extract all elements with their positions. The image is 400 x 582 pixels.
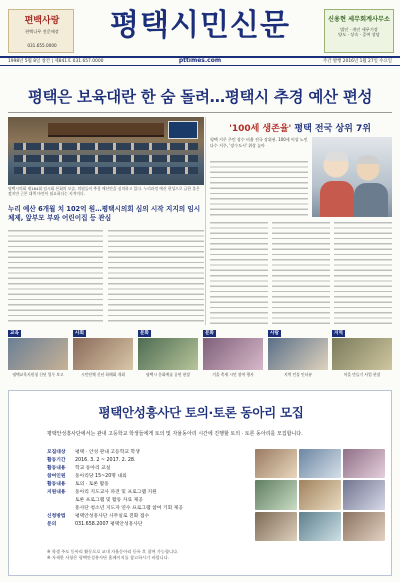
- ad-left-title: 편백사랑: [24, 16, 60, 26]
- thumbnail-item[interactable]: [332, 330, 392, 370]
- thumbnail-image: [268, 338, 328, 370]
- thumbnail-item[interactable]: [138, 330, 198, 370]
- feature-body-column-1: [210, 222, 268, 325]
- ad-intro-text: 평택안성흥사단에서는 관내 고등학교 학생들에게 토의 및 자율동아리 시간에 진행할 토의 · 토론 동아리를 모집합니다.: [47, 431, 303, 437]
- thumbnail-image: [332, 338, 392, 370]
- thumbnail-caption: 지역 인물 인터뷰: [283, 372, 313, 377]
- thumbnail-image: [203, 338, 263, 370]
- photo-seat-row: [14, 155, 198, 162]
- lead-body-column-2: [108, 230, 204, 325]
- feature-subtitle: 평택 거주 주민 장수 비율 전국 상위권. 100세 이상 노인 다수 거주, '장수도시' 위상 높아: [210, 137, 308, 148]
- thumbnail-section-label: 문화: [140, 331, 149, 336]
- ad-detail-value: 평택 · 안성 관내 고등학교 학생: [75, 450, 140, 455]
- ad-detail-key: 모집대상: [47, 450, 66, 455]
- photo-hair: [358, 155, 378, 164]
- photo-screen: [168, 121, 198, 139]
- thumbnail-image: [138, 338, 198, 370]
- thumbnail-item[interactable]: [268, 330, 328, 370]
- collage-photo: [343, 449, 385, 478]
- collage-photo: [299, 449, 341, 478]
- thumbnail-captions: [8, 372, 392, 384]
- council-session-photo: [8, 117, 204, 185]
- ad-detail-value: 동아리당 15~20명 내외: [75, 474, 127, 479]
- thumbnail-section-label: 사회: [75, 331, 84, 336]
- feature-headline[interactable]: [208, 121, 392, 134]
- photo-hair: [326, 151, 348, 161]
- collage-photo: [299, 480, 341, 509]
- feature-body-top: [210, 161, 308, 217]
- lead-headline[interactable]: 평택은 보육대란 한 숨 돌려…평택시 추경 예산 편성: [27, 88, 373, 106]
- photo-figure: [354, 183, 388, 217]
- collage-photo: [343, 480, 385, 509]
- headline-rule: [8, 112, 392, 113]
- column-divider: [205, 117, 206, 325]
- photo-seat-row: [14, 167, 198, 174]
- ad-right-subtitle: 법인 · 개인 세무기장 양도 · 상속 · 증여 상담: [338, 27, 380, 38]
- thumbnail-caption: 평택시 문화예술 공연 현장: [146, 372, 190, 377]
- ad-detail-continuation: 토론 프로그램 및 활동 자료 제공: [75, 498, 143, 503]
- thumbnail-section-label: 사람: [270, 331, 279, 336]
- ad-detail-value: 평택안성흥사단 사무실로 전화 접수: [75, 514, 150, 519]
- ad-headline: 평택안성흥사단 토의·토론 동아리 모집: [98, 405, 304, 420]
- club-recruitment-ad[interactable]: [8, 390, 392, 576]
- thumbnail-caption: 마을 만들기 사업 현장: [343, 372, 381, 377]
- section-thumbnails: [8, 330, 392, 370]
- ad-right-banner[interactable]: [324, 9, 394, 53]
- dateline-bar: [0, 56, 400, 66]
- feature-body-column-2: [272, 222, 330, 325]
- dateline-website[interactable]: pttimes.com: [178, 57, 222, 64]
- ad-detail-continuation: 흥사단 청소년 지도자 연수 프로그램 참여 기회 제공: [75, 506, 183, 511]
- ad-detail-row: [47, 465, 247, 473]
- ad-details-list: [47, 449, 247, 529]
- ad-detail-key: 활동기간: [47, 458, 66, 463]
- collage-photo: [299, 512, 341, 541]
- thumbnail-item[interactable]: [73, 330, 133, 370]
- lead-body-column-1: [8, 230, 103, 325]
- ad-detail-row: [47, 473, 247, 481]
- ad-detail-row: [47, 513, 247, 521]
- ad-detail-row: [47, 481, 247, 489]
- thumbnail-caption: 평택교육지원청 신년 업무 보고: [12, 372, 64, 377]
- dateline-date: 주간 발행 2016년 1월 27일 수요일: [323, 59, 392, 64]
- thumbnail-section-label: 문화: [205, 331, 214, 336]
- thumbnail-caption: 시민단체 신년 하례회 개최: [81, 372, 125, 377]
- photo-figure: [320, 181, 354, 217]
- thumbnail-caption: 겨울 축제 시민 참여 행사: [212, 372, 254, 377]
- photo-seat-row: [14, 143, 198, 150]
- ad-detail-key: 문의: [47, 522, 57, 527]
- collage-photo: [343, 512, 385, 541]
- ad-detail-key: 신청방법: [47, 514, 66, 519]
- ad-right-title: 신용현 세무회계사무소: [328, 16, 390, 23]
- feature-headline-quote: '100세 생존율': [229, 124, 292, 134]
- thumbnail-item[interactable]: [203, 330, 263, 370]
- feature-headline-rest: 평택 전국 상위 7위: [291, 124, 371, 134]
- ad-detail-key: 지원내용: [47, 490, 66, 495]
- ad-detail-row: [47, 489, 247, 497]
- ad-footnotes: ※ 학생 주도 동아리 활동으로 교내 자율동아리 등록 후 참여 가능합니다. ※ 자세한 사항은 평택안성흥사단 홈페이지를 참고하시기 바랍니다.: [47, 549, 179, 561]
- dateline-issue: 1998년 5월 8일 창간 | 제841호 031.657.0000: [8, 59, 104, 64]
- ad-detail-value: 학교 동아리 교실: [75, 466, 111, 471]
- collage-photo: [255, 512, 297, 541]
- ad-left-subtitle: 편백나무 전문매장: [25, 29, 59, 34]
- elderly-couple-photo: [312, 137, 392, 217]
- collage-photo: [255, 480, 297, 509]
- ad-detail-row: [47, 457, 247, 465]
- thumbnail-image: [73, 338, 133, 370]
- ad-left-phone: 031.655.0000: [27, 43, 57, 48]
- ad-detail-key: 활동내용: [47, 466, 66, 471]
- collage-photo: [255, 449, 297, 478]
- feature-body-column-3: [334, 222, 392, 325]
- masthead-title: 평택시민신문: [110, 8, 290, 43]
- lead-photo-caption: 평택시의회 제184회 임시회 본회의 모습. 의원들이 추경 예산안을 심의하고 있다. 누리과정 예산 편성으로 급한 불은 껐지만 근본 대책 마련이 필요하다는 지적이다.: [8, 186, 200, 196]
- ad-photo-collage: [255, 449, 385, 541]
- photo-podium: [48, 123, 164, 137]
- ad-detail-value[interactable]: 031.658.2007 평택안성흥사단: [75, 522, 143, 527]
- ad-detail-value: 동아리 지도교사 파견 및 프로그램 지원: [75, 490, 157, 495]
- thumbnail-item[interactable]: [8, 330, 68, 370]
- lead-subheadline: 누리 예산 6개월 치 102억 원…평택시의회 심의 시작 지지의 임시 체제, 앞부모 부와 어린이집 등 관심: [8, 205, 201, 222]
- thumbnail-section-label: 교육: [10, 331, 19, 336]
- thumbnail-section-label: 지역: [334, 331, 343, 336]
- ad-detail-row: [47, 521, 247, 529]
- ad-left-banner[interactable]: [8, 9, 74, 53]
- thumbnail-image: [8, 338, 68, 370]
- ad-detail-key: 활동내용: [47, 482, 66, 487]
- ad-detail-value: 토의 · 토론 활동: [75, 482, 109, 487]
- ad-detail-key: 참여인원: [47, 474, 66, 479]
- ad-detail-value: 2016. 3. 2 ~ 2017. 2. 28.: [75, 458, 136, 463]
- ad-detail-row: [47, 449, 247, 457]
